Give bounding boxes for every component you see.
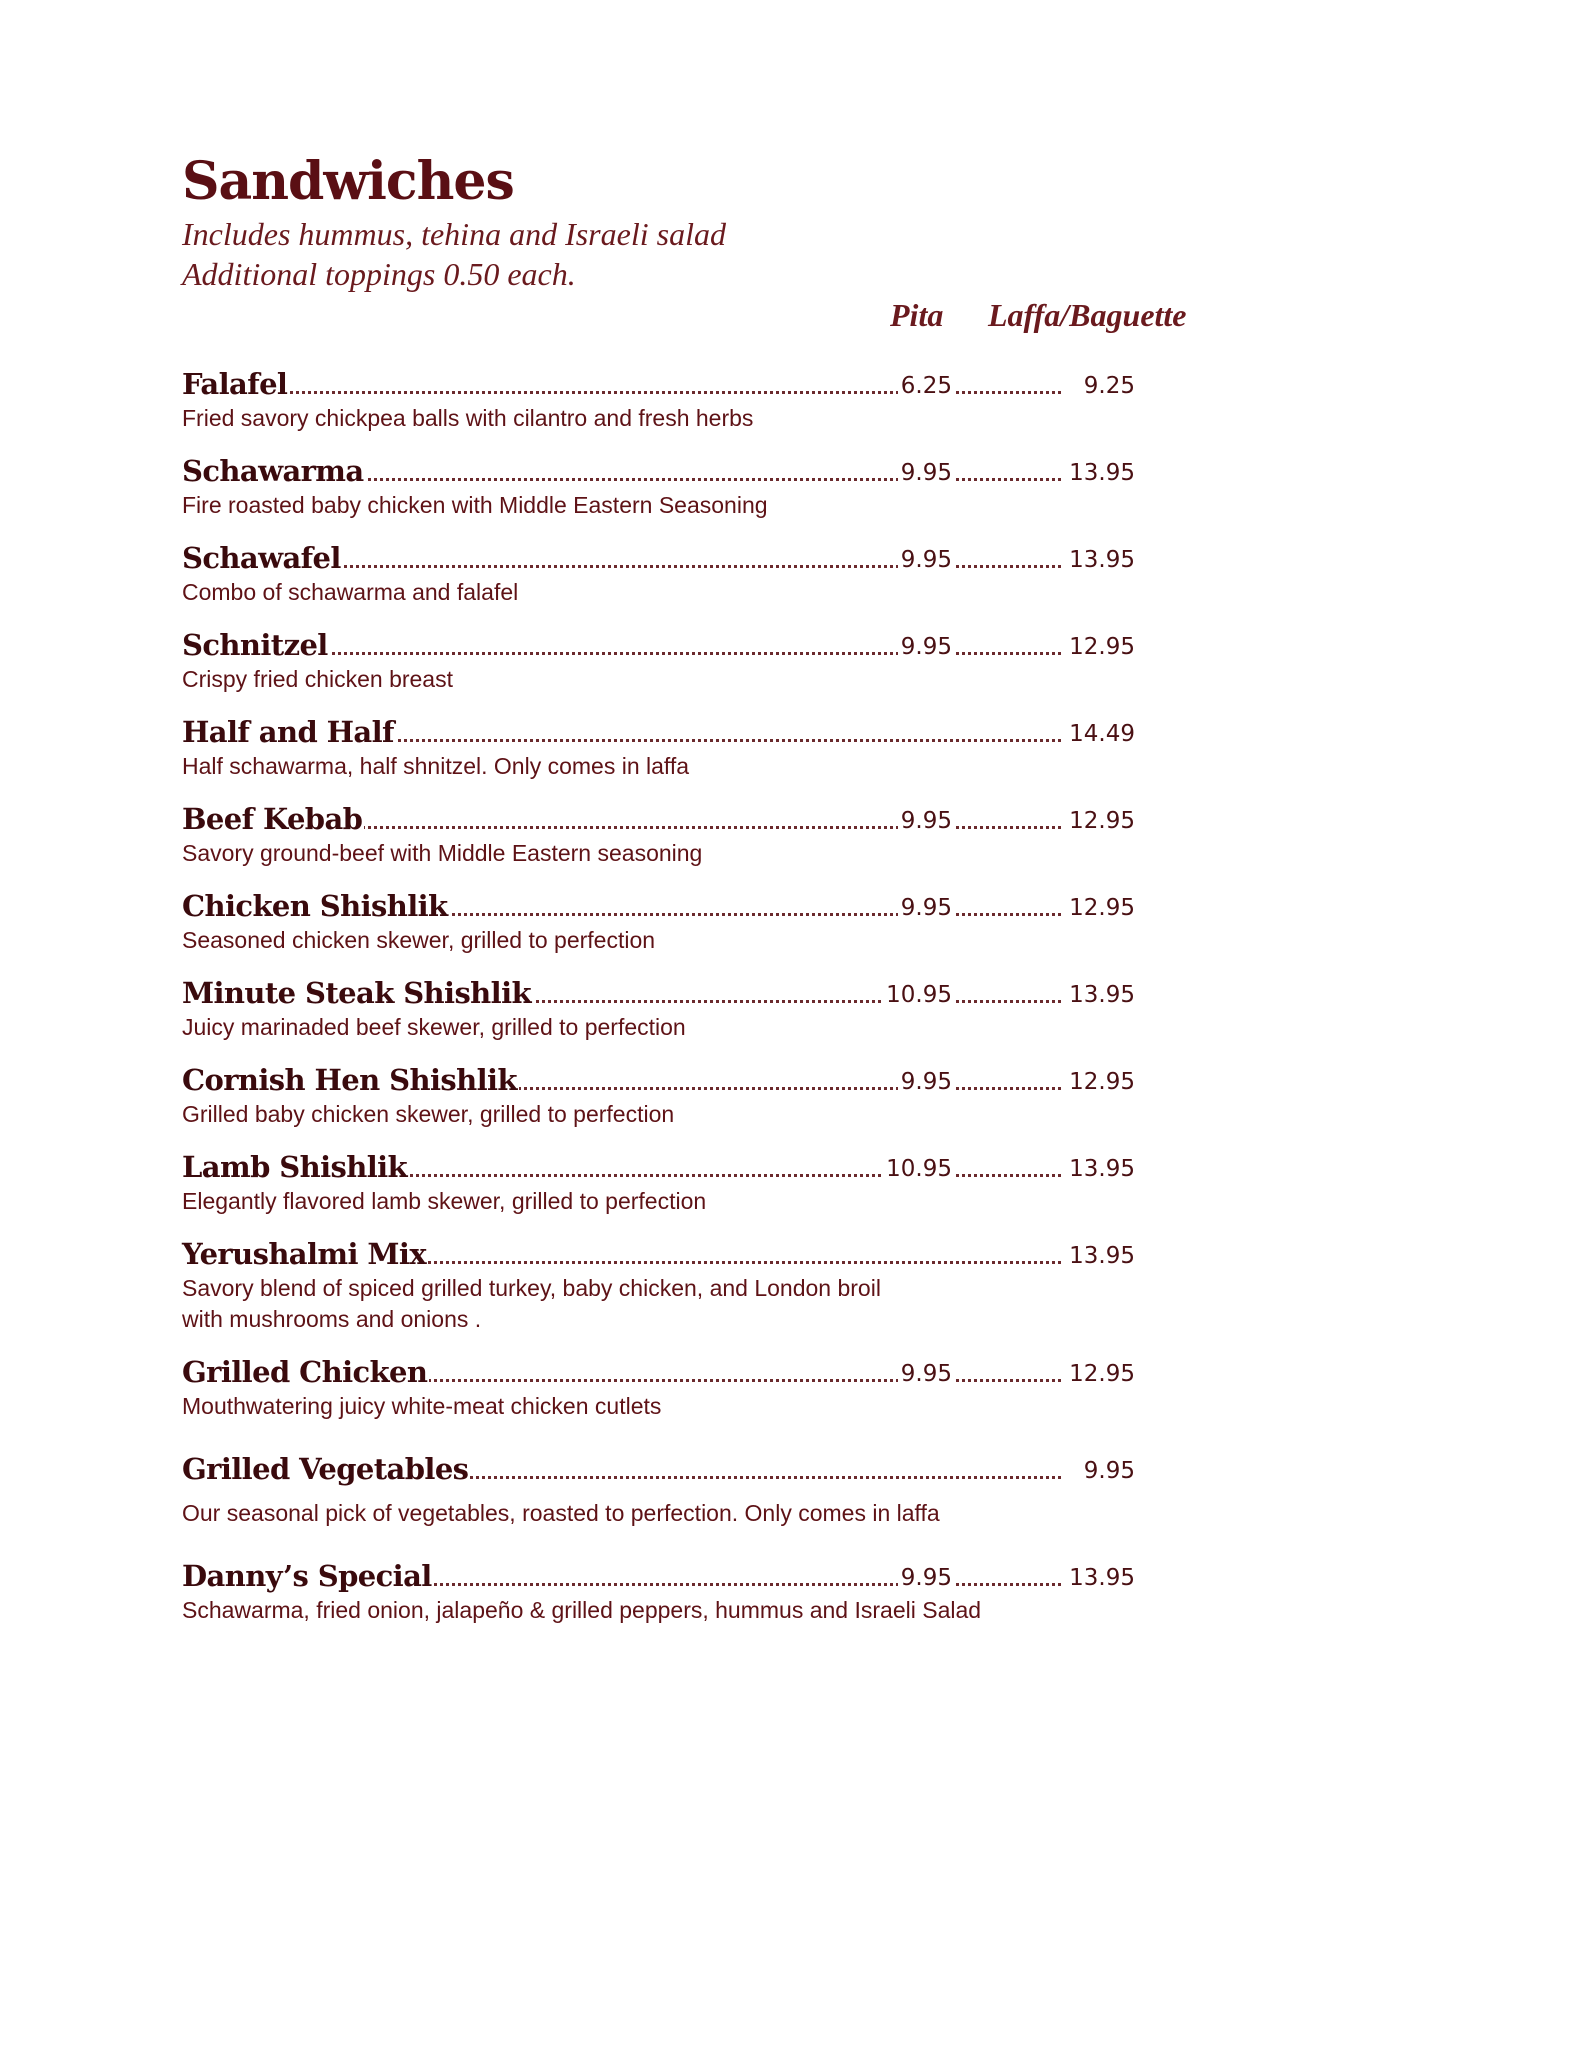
menu-item [182,1353,1242,1422]
item-name: Cornish Hen Shishlik [182,1063,517,1097]
menu-item [182,974,1242,1043]
item-name: Lamb Shishlik [182,1150,408,1184]
item-price-pita: 9.95 [898,458,955,488]
menu-item [182,365,1242,434]
item-description: Combo of schawarma and falafel [182,579,519,605]
column-header-laffa: Laffa/Baguette [988,297,1187,333]
column-header-pita: Pita [890,297,944,333]
item-price-pita: 9.95 [898,1563,955,1593]
item-price-pita: 9.95 [898,632,955,662]
item-name: Half and Half [182,715,394,749]
item-description: Mouthwatering juicy white-meat chicken cutlets [182,1393,662,1419]
item-description: Half schawarma, half shnitzel. Only comes in laffa [182,753,690,779]
menu-item [182,887,1242,956]
item-description: Schawarma, fried onion, jalapeño & grilled peppers, hummus and Israeli Salad [182,1597,982,1623]
item-description-line2: with mushrooms and onions . [182,1306,482,1332]
item-price-pita: 9.95 [898,1067,955,1097]
item-price-laffa: 12.95 [1065,632,1135,662]
item-price-pita: 9.95 [898,893,955,923]
menu-items [182,365,1242,1626]
item-name: Beef Kebab [182,802,363,836]
item-name: Schawarma [182,454,364,488]
item-description: Our seasonal pick of vegetables, roasted to perfection. Only comes in laffa [182,1500,940,1526]
item-price-pita: 10.95 [883,1154,955,1184]
item-price-pita: 9.95 [898,806,955,836]
menu-item [182,713,1242,782]
section-title: Sandwiches [182,151,514,212]
item-price-laffa: 12.95 [1065,893,1135,923]
item-price-laffa: 13.95 [1065,458,1135,488]
menu-page [182,150,1242,1644]
item-name: Grilled Vegetables [182,1452,469,1486]
item-description: Savory ground-beef with Middle Eastern seasoning [182,840,703,866]
item-price-laffa: 14.49 [1065,719,1135,749]
item-name: Schnitzel [182,628,328,662]
item-description: Crispy fried chicken breast [182,666,453,692]
item-price-laffa: 12.95 [1065,1359,1135,1389]
item-description: Juicy marinaded beef skewer, grilled to perfection [182,1014,686,1040]
menu-item [182,452,1242,521]
item-price-laffa: 12.95 [1065,806,1135,836]
item-description: Savory blend of spiced grilled turkey, baby chicken, and London broil [182,1275,881,1301]
item-description: Fire roasted baby chicken with Middle Eastern Seasoning [182,492,768,518]
menu-item [182,1235,1242,1335]
item-description: Grilled baby chicken skewer, grilled to perfection [182,1101,675,1127]
menu-item [182,539,1242,608]
section-subtitle-line1: Includes hummus, tehina and Israeli salad [182,216,726,252]
item-price-pita: 6.25 [898,371,955,401]
menu-item [182,1450,1242,1529]
item-price-laffa: 13.95 [1065,1563,1135,1593]
item-price-pita: 10.95 [883,980,955,1010]
price-column-headers [182,297,1242,337]
item-name: Minute Steak Shishlik [182,976,531,1010]
item-price-laffa: 12.95 [1065,1067,1135,1097]
item-price-laffa: 9.95 [1080,1456,1135,1486]
item-description: Seasoned chicken skewer, grilled to perfection [182,927,656,953]
item-name: Yerushalmi Mix [182,1237,427,1271]
item-price-laffa: 13.95 [1065,1241,1135,1271]
menu-item [182,1061,1242,1130]
item-price-laffa: 9.25 [1080,371,1135,401]
item-name: Falafel [182,367,288,401]
item-price-laffa: 13.95 [1065,1154,1135,1184]
item-name: Chicken Shishlik [182,889,448,923]
item-name: Schawafel [182,541,341,575]
item-name: Grilled Chicken [182,1355,428,1389]
item-description: Fried savory chickpea balls with cilantro and fresh herbs [182,405,754,431]
item-price-pita: 9.95 [898,545,955,575]
menu-item [182,1148,1242,1217]
menu-item [182,800,1242,869]
menu-item [182,626,1242,695]
item-name: Danny’s Special [182,1559,432,1593]
menu-item [182,1557,1242,1626]
item-price-laffa: 13.95 [1065,545,1135,575]
item-description: Elegantly flavored lamb skewer, grilled to perfection [182,1188,707,1214]
section-subtitle-line2: Additional toppings 0.50 each. [182,256,576,292]
item-price-pita: 9.95 [898,1359,955,1389]
item-price-laffa: 13.95 [1065,980,1135,1010]
